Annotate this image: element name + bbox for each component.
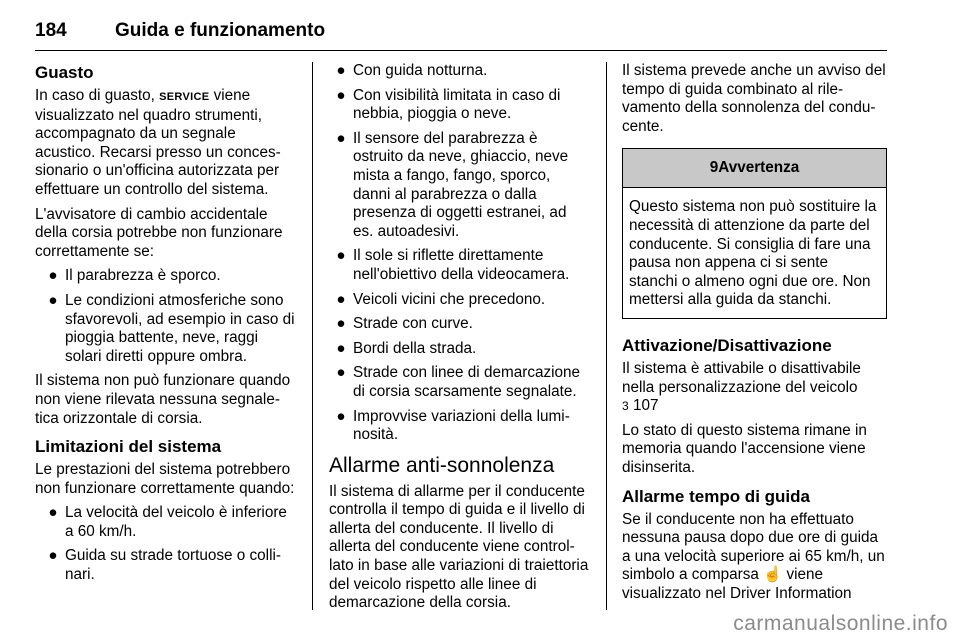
- warning-triangle-icon: 9: [709, 159, 719, 177]
- page-title: Guida e funzionamento: [115, 20, 326, 41]
- list-item-text: Il sole si riflette direttamente nell'obiettivo della videocamera.: [353, 247, 570, 283]
- bullet-icon: ●: [336, 290, 346, 308]
- paragraph-limitazioni: Le prestazioni del sistema potrebbero non funzionare correttamente quando:: [35, 461, 295, 497]
- list-item: [329, 315, 591, 334]
- list-item: [329, 364, 591, 401]
- list-item-text: La velocità del veicolo è inferiore a 60 km/h.: [65, 504, 287, 540]
- heading-allarme-anti-sonnolenza: Allarme anti-sonnolenza: [329, 453, 555, 477]
- bullet-icon: ●: [48, 504, 58, 522]
- paragraph-allarme-tempo: [622, 511, 887, 604]
- list-item: [35, 504, 297, 541]
- bullet-icon: ●: [336, 86, 346, 104]
- paragraph-avvisatore: L'avvisatore di cambio accidentale della corsia potrebbe non funzionare correttamente se:: [35, 205, 283, 260]
- warning-body: Questo sistema non può sostituire la necessità di attenzione da parte del conducente. Si consiglia di fare una pausa non appena ci si sente stanchi o almeno ogni due ore. Non mettersi alla guida da stanchi.: [629, 198, 877, 309]
- bullet-icon: ●: [336, 339, 346, 357]
- list-item-text: Veicoli vicini che precedono.: [353, 290, 546, 308]
- text: viene visualizzato nel quadro strumenti, accompagnato da un segnale acustico. Recarsi presso un concessionario o un'officina autorizzata per effettuare un controllo del sistema.: [35, 87, 281, 198]
- paragraph-segnaletica: Il sistema non può funzionare quando non viene rilevata nessuna segnaletica orizzontale di corsia.: [35, 372, 291, 427]
- list-limitazioni-cont: [329, 62, 591, 445]
- warning-title: Avvertenza: [718, 159, 800, 177]
- text: Se il conducente non ha effettuato nessuna pausa dopo due ore di guida a una velocità superiore ai 65 km/h, un simbolo a comparsa: [622, 510, 885, 584]
- list-item: [329, 130, 591, 242]
- list-item-text: Il parabrezza è sporco.: [65, 267, 221, 285]
- heading-guasto: Guasto: [35, 63, 94, 82]
- page-number: 184: [35, 20, 67, 41]
- list-item: [35, 267, 297, 286]
- bullet-icon: ●: [48, 267, 58, 285]
- text: In caso di guasto,: [35, 87, 155, 104]
- list-item-text: Strade con linee di demarcazione di corsia scarsamente segnalate.: [353, 364, 581, 400]
- bullet-icon: ●: [336, 407, 346, 425]
- list-item: [35, 547, 297, 584]
- list-item-text: Il sensore del parabrezza è ostruito da neve, ghiaccio, neve mista a fango, fango, sporco, danni al parabrezza o dalla presenza di oggetti estranei, ad es. autoadesivi.: [353, 129, 569, 240]
- paragraph-guasto: [35, 87, 297, 200]
- list-item: [329, 87, 591, 124]
- column-divider: [312, 62, 313, 610]
- list-item-text: Le condizioni atmosferiche sono sfavorevoli, ad esempio in caso di pioggia battente, neve, raggi solari diretti oppure ombra.: [65, 291, 295, 365]
- heading-attivazione: Attivazione/Disattivazione: [622, 335, 832, 355]
- bullet-icon: ●: [48, 547, 58, 565]
- list-item-text: Con visibilità limitata in caso di nebbia, pioggia o neve.: [353, 86, 561, 123]
- column-divider: [606, 62, 607, 610]
- bullet-icon: ●: [336, 315, 346, 333]
- column-3: [622, 62, 887, 609]
- list-limitazioni: [35, 504, 297, 584]
- paragraph-allarme: Il sistema di allarme per il conducente controlla il tempo di guida e il livello di allerta del conducente. Il livello di allerta del conducente viene controllato in base alle variazioni di traiettoria del veicolo rispetto alle linee di demarcazione della corsia.: [329, 482, 589, 612]
- list-item-text: Guida su strade tortuose o collinari.: [65, 547, 281, 584]
- bullet-icon: ●: [336, 62, 346, 79]
- list-conditions: [35, 267, 297, 366]
- page-header: [35, 20, 887, 51]
- list-item: [35, 292, 297, 366]
- list-item-text: Bordi della strada.: [353, 339, 477, 357]
- bullet-icon: ●: [48, 291, 58, 309]
- coffee-cup-icon: ☝: [763, 566, 783, 584]
- watermark: carmanualsonline.info: [733, 612, 948, 635]
- paragraph-attivazione: [622, 360, 887, 416]
- list-item-text: Strade con curve.: [353, 315, 473, 333]
- warning-box: [622, 148, 887, 319]
- warning-header: [623, 149, 886, 188]
- bullet-icon: ●: [336, 129, 346, 147]
- paragraph-avviso: Il sistema prevede anche un avviso del tempo di guida combinato al rilevamento della sonnolenza del conducente.: [622, 62, 886, 135]
- list-item-text: Con guida notturna.: [353, 62, 488, 79]
- heading-allarme-tempo: Allarme tempo di guida: [622, 486, 810, 506]
- service-indicator: SERVICE: [159, 91, 210, 103]
- list-item-text: Improvvise variazioni della luminosità.: [353, 407, 570, 444]
- paragraph-stato: Lo stato di questo sistema rimane in memoria quando l'accensione viene disinserita.: [622, 421, 867, 476]
- column-2: [329, 62, 591, 619]
- list-item: [329, 291, 591, 310]
- bullet-icon: ●: [336, 364, 346, 382]
- text: Il sistema è attivabile o disattivabile nella personalizzazione del veicolo: [622, 359, 861, 396]
- bullet-icon: ●: [336, 247, 346, 265]
- list-item: [329, 247, 591, 284]
- column-1: [35, 62, 297, 591]
- list-item: [329, 340, 591, 359]
- list-item: [329, 62, 591, 81]
- text: viene visualizzato nel Driver Information: [622, 566, 852, 602]
- list-item: [329, 408, 591, 445]
- page-reference-link[interactable]: 107: [632, 397, 659, 415]
- page-reference-arrow-icon: 3: [622, 399, 629, 414]
- heading-limitazioni: Limitazioni del sistema: [35, 437, 222, 457]
